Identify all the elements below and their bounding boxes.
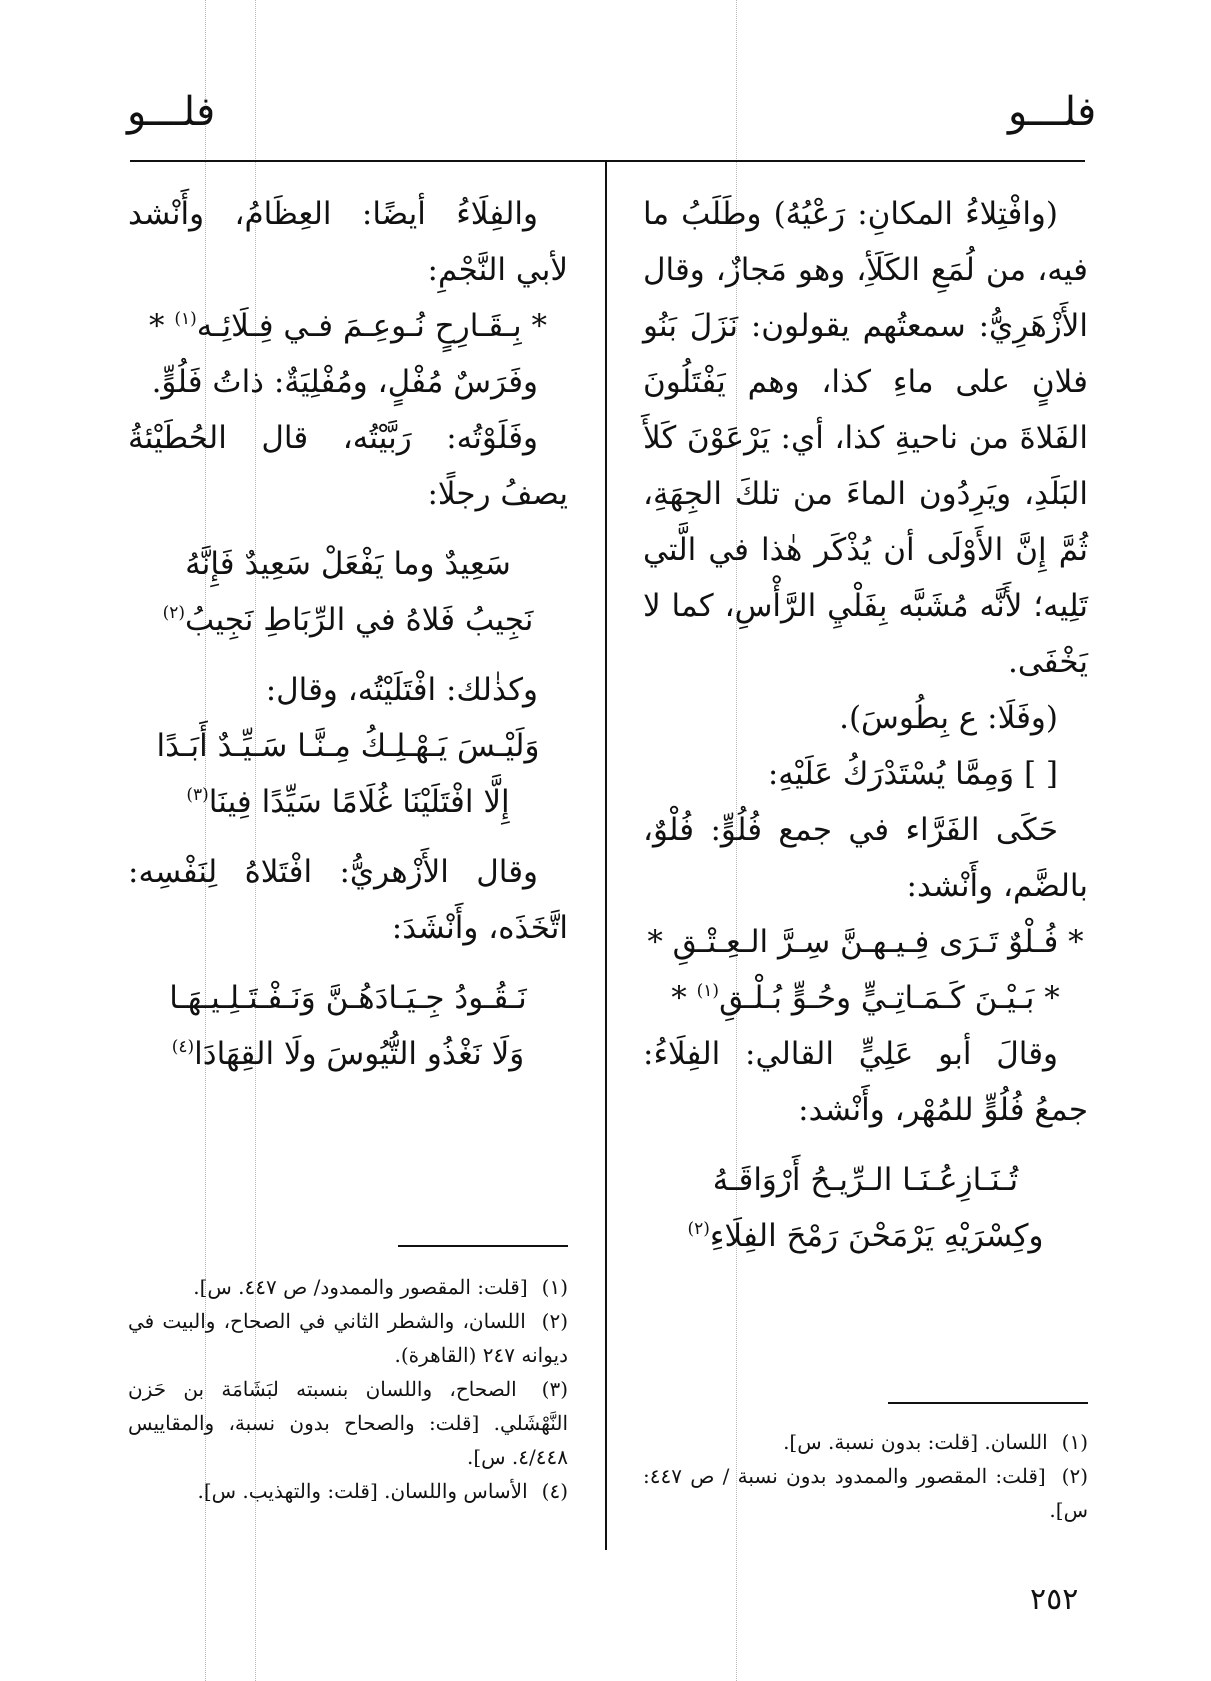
paragraph: [ ] وَمِمَّا يُسْتَدْرَكُ عَلَيْهِ:: [767, 756, 1058, 792]
footnote: [643, 1425, 1088, 1459]
footnote-text: اللسان. [قلت: بدون نسبة. س].: [783, 1430, 1048, 1454]
verse-line: [128, 1026, 568, 1082]
paragraph: وقال الأَزْهريُّ: افْتَلاهُ لِنَفْسِه: اتَّخَذَه، وأَنْشَدَ:: [128, 854, 568, 946]
verse-text: وكِسْرَيْهِ يَرْمَحْنَ رَمْحَ الفِلَاءِ: [709, 1218, 1044, 1254]
verse-line: [128, 592, 568, 648]
paragraph: وقالَ أبو عَلِيٍّ القالي: الفِلَاءُ: جمعُ فُلُوٍّ للمُهْر، وأَنْشد:: [643, 1036, 1088, 1128]
paragraph: وفَرَسٌ مُفْلٍ، ومُفْلِيَةٌ: ذاتُ فَلُوٍّ.: [151, 364, 538, 400]
footnote-rule: [398, 1245, 568, 1247]
page-number: ٢٥٢: [1030, 1582, 1079, 1617]
header-rule: [130, 160, 1085, 162]
footnote-text: [قلت: المقصور والممدود/ ص ٤٤٧. س].: [193, 1275, 528, 1299]
footnote-marker: (٢): [687, 1219, 710, 1239]
verse-line: [128, 774, 568, 830]
verse-line: [128, 298, 568, 354]
footnotes-right: [643, 1425, 1088, 1527]
verse-line: سَعِيدٌ وما يَفْعَلْ سَعِيدٌ فَإِنَّهُ: [185, 546, 511, 582]
verse-line: * فُـلْوٌ تَـرَى فِـيـهـنَّ سِـرَّ الـعِـتْـقِ *: [647, 924, 1084, 960]
footnote-text: اللسان، والشطر الثاني في الصحاح، والبيت في ديوانه ٢٤٧ (القاهرة).: [128, 1309, 568, 1367]
footnote: [128, 1474, 568, 1508]
verse-end: *: [671, 980, 697, 1016]
footnote-rule: [888, 1402, 1088, 1404]
footnote-number: (٣): [541, 1377, 568, 1401]
footnote-number: (٢): [1061, 1464, 1088, 1488]
footnote: [128, 1304, 568, 1372]
footnote-text: الأساس واللسان. [قلت: والتهذيب. س].: [197, 1479, 528, 1503]
column-divider: [605, 160, 607, 1550]
verse-text: إِلَّا افْتَلَيْنَا غُلَامًا سَيِّدًا فِينَا: [208, 784, 510, 820]
header-right-word: فلـــو: [1008, 89, 1097, 135]
footnote-number: (٢): [541, 1309, 568, 1333]
verse-text: نَجِيبُ فَلاهُ في الرِّبَاطِ نَجِيبُ: [185, 602, 534, 638]
left-column: [128, 186, 568, 1082]
verse-line: [643, 1208, 1088, 1264]
footnote-number: (٤): [541, 1479, 568, 1503]
paragraph: حَكَى الفَرَّاء في جمع فُلُوٍّ: فُلْوٌ، بالضَّم، وأَنْشد:: [643, 812, 1088, 904]
verse-text: * بِـقَـارِحٍ نُـوعِـمَ فـي فِـلَائِـه: [196, 308, 547, 344]
footnote-text: الصحاح، واللسان بنسبته لبَشَامَة بن حَزن النَّهْشَلي. [قلت: والصحاح بدون نسبة، والمقاييس ٤/٤٤٨. س].: [128, 1377, 568, 1469]
paragraph: (وفَلَا: ع بِطُوسَ).: [839, 700, 1058, 736]
footnote-marker: (٤): [171, 1037, 195, 1057]
paragraph: (وافْتِلاءُ المكانِ: رَعْيُهُ) وطَلَبُ ما فيه، من لُمَعِ الكَلَأِ، وهو مَجازٌ، وقال الأَزْهَرِيُّ: سمعتُهم يقولون: نَزَلَ بَنُو فلانٍ على ماءِ كذا، وهم يَفْتَلُونَ الفَلاةَ من ناحيةِ كذا، أي: يَرْعَوْنَ كَلأَ البَلَدِ، ويَرِدُون الماءَ من تلكَ الجِهَةِ، ثُمَّ إِنَّ الأَوْلَى أن يُذْكَر هٰذا في الَّتي تَلِيه؛ لأَنَّه مُشَبَّه بِفَلْيِ الرَّأْسِ، كما لا يَخْفَى.: [643, 196, 1088, 680]
footnote-marker: (٢): [162, 603, 185, 623]
verse-text: * بَـيْـنَ كَـمَـاتِـيٍّ وحُـوٍّ بُـلْـقِ: [719, 980, 1060, 1016]
verse-end: *: [149, 308, 175, 344]
footnote: [128, 1270, 568, 1304]
footnotes-left: [128, 1270, 568, 1508]
footnote-marker: (٣): [186, 785, 209, 805]
footnote-marker: (١): [696, 981, 720, 1001]
footnote-marker: (١): [174, 309, 197, 329]
footnote-number: (١): [541, 1275, 568, 1299]
footnote: [128, 1372, 568, 1474]
verse-line: نَـقُـودُ جِـيَـادَهُـنَّ وَنَـفْـتَـلِـيـهَـا: [169, 980, 527, 1016]
verse-text: وَلَا نَغْذُو التُّيُوسَ ولَا القِهَادَا: [194, 1036, 525, 1072]
right-column: [643, 186, 1088, 1264]
paragraph: وفَلَوْتُه: رَبَّيْتُه، قال الحُطَيْئةُ يصفُ رجلًا:: [128, 420, 568, 512]
verse-line: تُـنَـازِعُـنَـا الـرِّيـحُ أَرْوَاقَـهُ: [712, 1162, 1019, 1198]
paragraph: وكذٰلك: افْتَلَيْتُه، وقال:: [265, 672, 538, 708]
verse-line: [643, 970, 1088, 1026]
footnote-number: (١): [1061, 1430, 1088, 1454]
footnote: [643, 1459, 1088, 1527]
header-left-word: فلـــو: [127, 89, 216, 135]
verse-line: وَلَيْـسَ يَـهْـلِـكُ مِـنَّـا سَـيِّـدٌ أَبَـدًا: [156, 728, 540, 764]
paragraph: والفِلَاءُ أيضًا: العِظَامُ، وأَنْشد لأبي النَّجْمِ:: [128, 196, 568, 288]
footnote-text: [قلت: المقصور والممدود بدون نسبة / ص ٤٤٧: س].: [643, 1464, 1088, 1522]
